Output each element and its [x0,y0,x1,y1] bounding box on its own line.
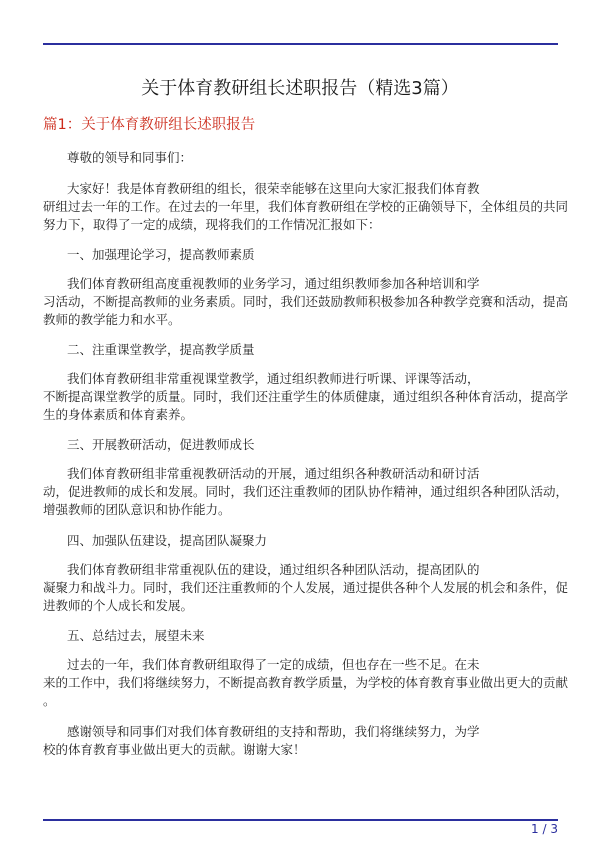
subsection-heading: 五、总结过去，展望未来 [67,628,205,643]
subsection-heading: 一、加强理论学习，提高教师素质 [67,247,255,262]
paragraph-line: 习活动，不断提高教师的业务素质。同时，我们还鼓励教师积极参加各种教学竞赛和活动，提高 [43,294,569,309]
document-title: 关于体育教研组长述职报告（精选3篇） [141,78,459,99]
paragraph-line: 教师的教学能力和水平。 [43,312,181,327]
paragraph-line: 进教师的个人成长和发展。 [43,598,194,613]
section-heading: 篇1：关于体育教研组长述职报告 [43,117,256,133]
closing-line: 感谢领导和同事们对我们体育教研组的支持和帮助，我们将继续努力，为学 [67,724,480,739]
paragraph-line: 过去的一年，我们体育教研组取得了一定的成绩，但也存在一些不足。在未 [67,657,480,672]
header-rule [43,43,558,45]
intro-line: 研组过去一年的工作。在过去的一年里，我们体育教研组在学校的正确领导下，全体组员的共同 [43,199,569,214]
closing-line: 校的体育教育事业做出更大的贡献。谢谢大家！ [43,742,306,757]
paragraph-line: 我们体育教研组非常重视队伍的建设，通过组织各种团队活动，提高团队的 [67,562,480,577]
footer-rule [43,819,558,821]
salutation: 尊敬的领导和同事们： [67,150,193,165]
subsection-heading: 三、开展教研活动，促进教师成长 [67,437,255,452]
intro-line: 大家好！我是体育教研组的组长，很荣幸能够在这里向大家汇报我们体育教 [67,181,480,196]
paragraph-line: 增强教师的团队意识和协作能力。 [43,502,231,517]
paragraph-line: 我们体育教研组高度重视教师的业务学习，通过组织教师参加各种培训和学 [67,276,480,291]
subsection-heading: 四、加强队伍建设，提高团队凝聚力 [67,533,268,548]
paragraph-line: 我们体育教研组非常重视教研活动的开展，通过组织各种教研活动和研讨活 [67,466,480,481]
paragraph-line: 凝聚力和战斗力。同时，我们还注重教师的个人发展，通过提供各种个人发展的机会和条件，促 [43,580,569,595]
paragraph-line: 来的工作中，我们将继续努力，不断提高教育教学质量，为学校的体育教育事业做出更大的贡献 [43,675,569,690]
paragraph-line: 生的身体素质和体育素养。 [43,407,194,422]
paragraph-line: 我们体育教研组非常重视课堂教学，通过组织教师进行听课、评课等活动， [67,371,480,386]
intro-line: 努力下，取得了一定的成绩，现将我们的工作情况汇报如下： [43,217,381,232]
paragraph-line: 。 [43,693,56,708]
paragraph-line: 不断提高课堂教学的质量。同时，我们还注重学生的体质健康，通过组织各种体育活动，提高学 [43,389,569,404]
page-indicator: 1 / 3 [531,822,558,836]
paragraph-line: 动，促进教师的成长和发展。同时，我们还注重教师的团队协作精神，通过组织各种团队活动， [43,484,569,499]
subsection-heading: 二、注重课堂教学，提高教学质量 [67,342,255,357]
